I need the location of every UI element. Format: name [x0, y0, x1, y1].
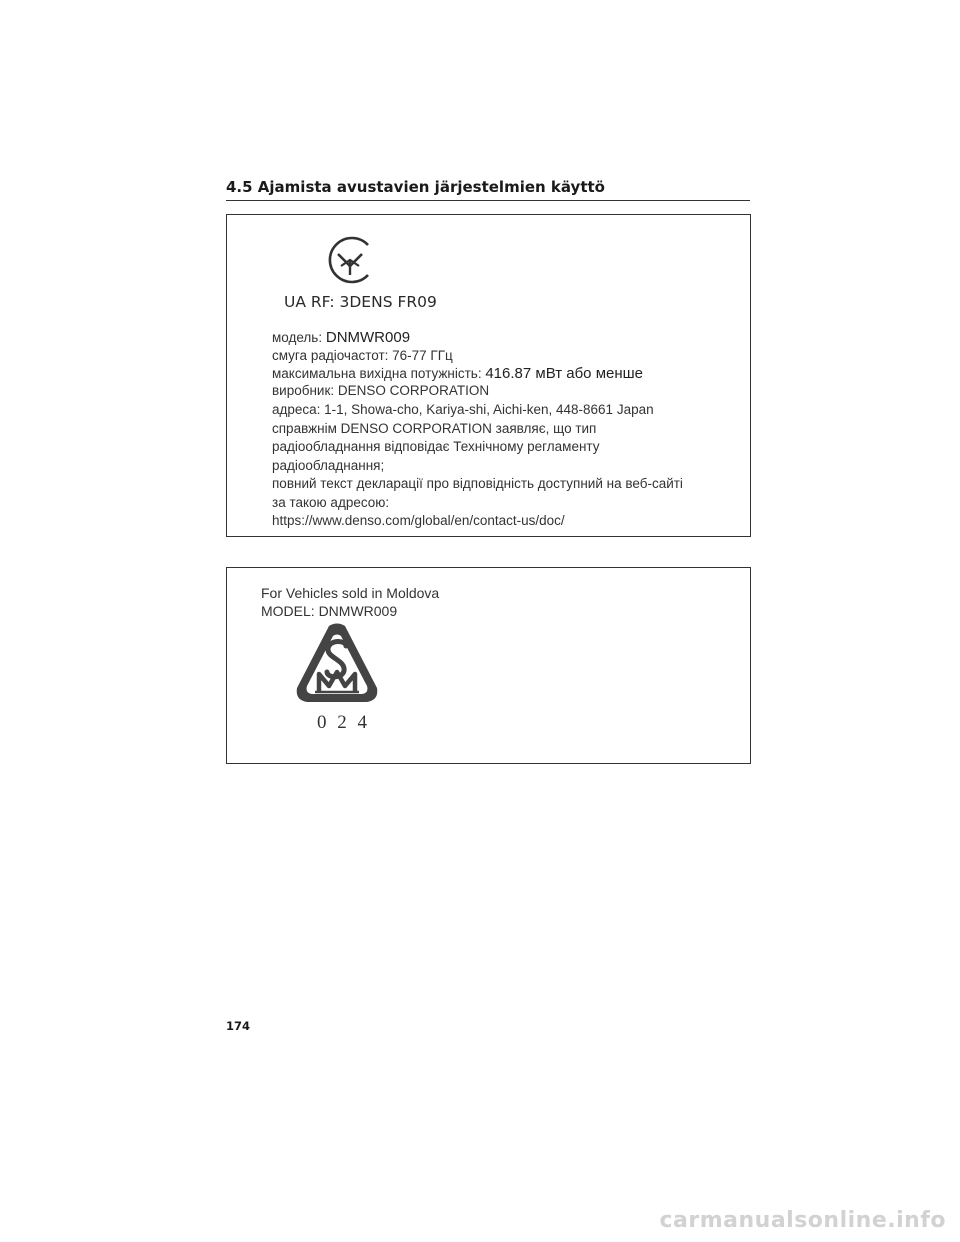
section-header	[226, 178, 750, 201]
model-line	[272, 329, 410, 346]
frequency-band: смуга радіочастот: 76-77 ГГц	[272, 348, 453, 363]
ukraine-certification-box	[226, 214, 751, 537]
ua-rf-code: UA RF: 3DENS FR09	[284, 293, 437, 311]
moldova-certification-box	[226, 567, 751, 764]
declaration-line-2: радіообладнання відповідає Технічному регламенту	[272, 439, 600, 454]
declaration-line-3: радіообладнання;	[272, 458, 385, 473]
model-value: DNMWR009	[325, 329, 411, 346]
max-power-label: максимальна вихідна потужність:	[272, 366, 482, 381]
declaration-rest: заявляє, що тип	[495, 421, 597, 436]
moldova-model: MODEL: DNMWR009	[261, 603, 398, 619]
declaration-url: https://www.denso.com/global/en/contact-us/doc/	[272, 513, 565, 528]
moldova-mark-number: 0 2 4	[317, 712, 370, 733]
model-label: модель:	[272, 330, 323, 345]
declaration-line-5: за такою адресою:	[272, 495, 390, 510]
declaration-line-4: повний текст декларації про відповідність доступний на веб-сайті	[272, 476, 683, 491]
section-title: 4.5 Ajamista avustavien järjestelmien käyttö	[226, 178, 605, 196]
manufacturer: виробник: DENSO CORPORATION	[272, 383, 490, 398]
moldova-title: For Vehicles sold in Moldova	[261, 585, 440, 601]
page-number: 174	[226, 1019, 251, 1033]
declaration-company: DENSO CORPORATION	[340, 421, 492, 436]
watermark: carmanualsonline.info	[659, 1208, 946, 1233]
declaration-label: справжнім	[272, 421, 337, 436]
max-power-value: 416.87 мВт або менше	[485, 365, 644, 382]
declaration-line-1	[272, 421, 596, 436]
max-power-line	[272, 365, 643, 382]
address: адреса: 1-1, Showa-cho, Kariya-shi, Aichi-ken, 448-8661 Japan	[272, 402, 654, 417]
moldova-sm-mark-icon	[293, 622, 381, 706]
ukraine-conformity-mark-icon	[323, 233, 377, 287]
